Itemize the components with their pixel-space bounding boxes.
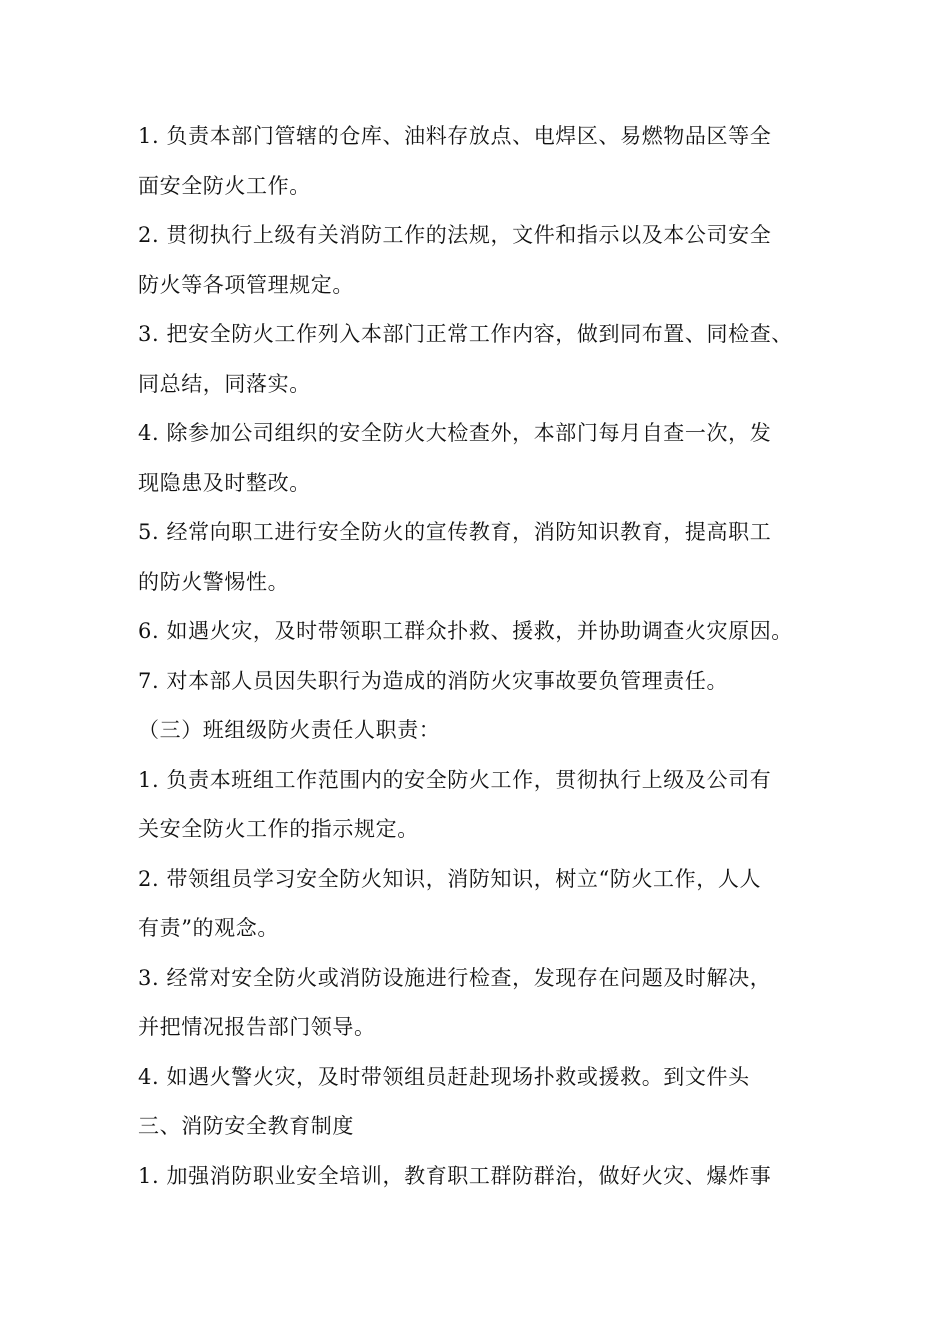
text-line-14: 1. 负责本班组工作范围内的安全防火工作，贯彻执行上级及公司有 <box>138 767 772 792</box>
text-line-16: 2. 带领组员学习安全防火知识，消防知识，树立“防火工作，人人 <box>138 866 762 891</box>
text-line-19: 并把情况报告部门领导。 <box>138 1015 376 1039</box>
text-line-2: 面安全防火工作。 <box>138 173 311 198</box>
text-line-11: 6. 如遇火灾，及时带领职工群众扑救、援救，并协助调查火灾原因。 <box>138 619 793 643</box>
text-line-18: 3. 经常对安全防火或消防设施进行检查，发现存在问题及时解决， <box>138 965 772 990</box>
document-body <box>138 112 818 1201</box>
text-line-1: 1. 负责本部门管辖的仓库、油料存放点、电焊区、易燃物品区等全 <box>138 124 772 148</box>
text-line-5: 3. 把安全防火工作列入本部门正常工作内容，做到同布置、同检查、 <box>138 322 793 346</box>
text-line-17: 有责”的观念。 <box>138 916 279 940</box>
text-line-3: 2. 贯彻执行上级有关消防工作的法规，文件和指示以及本公司安全 <box>138 223 772 247</box>
text-line-20: 4. 如遇火警火灾，及时带领组员赶赴现场扑救或援救。到文件头 <box>138 1064 750 1089</box>
text-line-9: 5. 经常向职工进行安全防火的宣传教育，消防知识教育，提高职工 <box>138 520 772 544</box>
text-line-6: 同总结，同落实。 <box>138 371 311 396</box>
text-line-12: 7. 对本部人员因失职行为造成的消防火灾事故要负管理责任。 <box>138 668 729 693</box>
text-line-15: 关安全防火工作的指示规定。 <box>138 817 419 841</box>
text-line-22: 1. 加强消防职业安全培训，教育职工群防群治，做好火灾、爆炸事 <box>138 1163 772 1188</box>
text-line-4: 防火等各项管理规定。 <box>138 272 354 297</box>
section-heading-team: （三）班组级防火责任人职责： <box>138 718 441 742</box>
text-line-10: 的防火警惕性。 <box>138 569 290 594</box>
text-line-8: 现隐患及时整改。 <box>138 470 311 495</box>
section-heading-education: 三、消防安全教育制度 <box>138 1114 354 1138</box>
text-line-7: 4. 除参加公司组织的安全防火大检查外，本部门每月自查一次，发 <box>138 421 772 445</box>
